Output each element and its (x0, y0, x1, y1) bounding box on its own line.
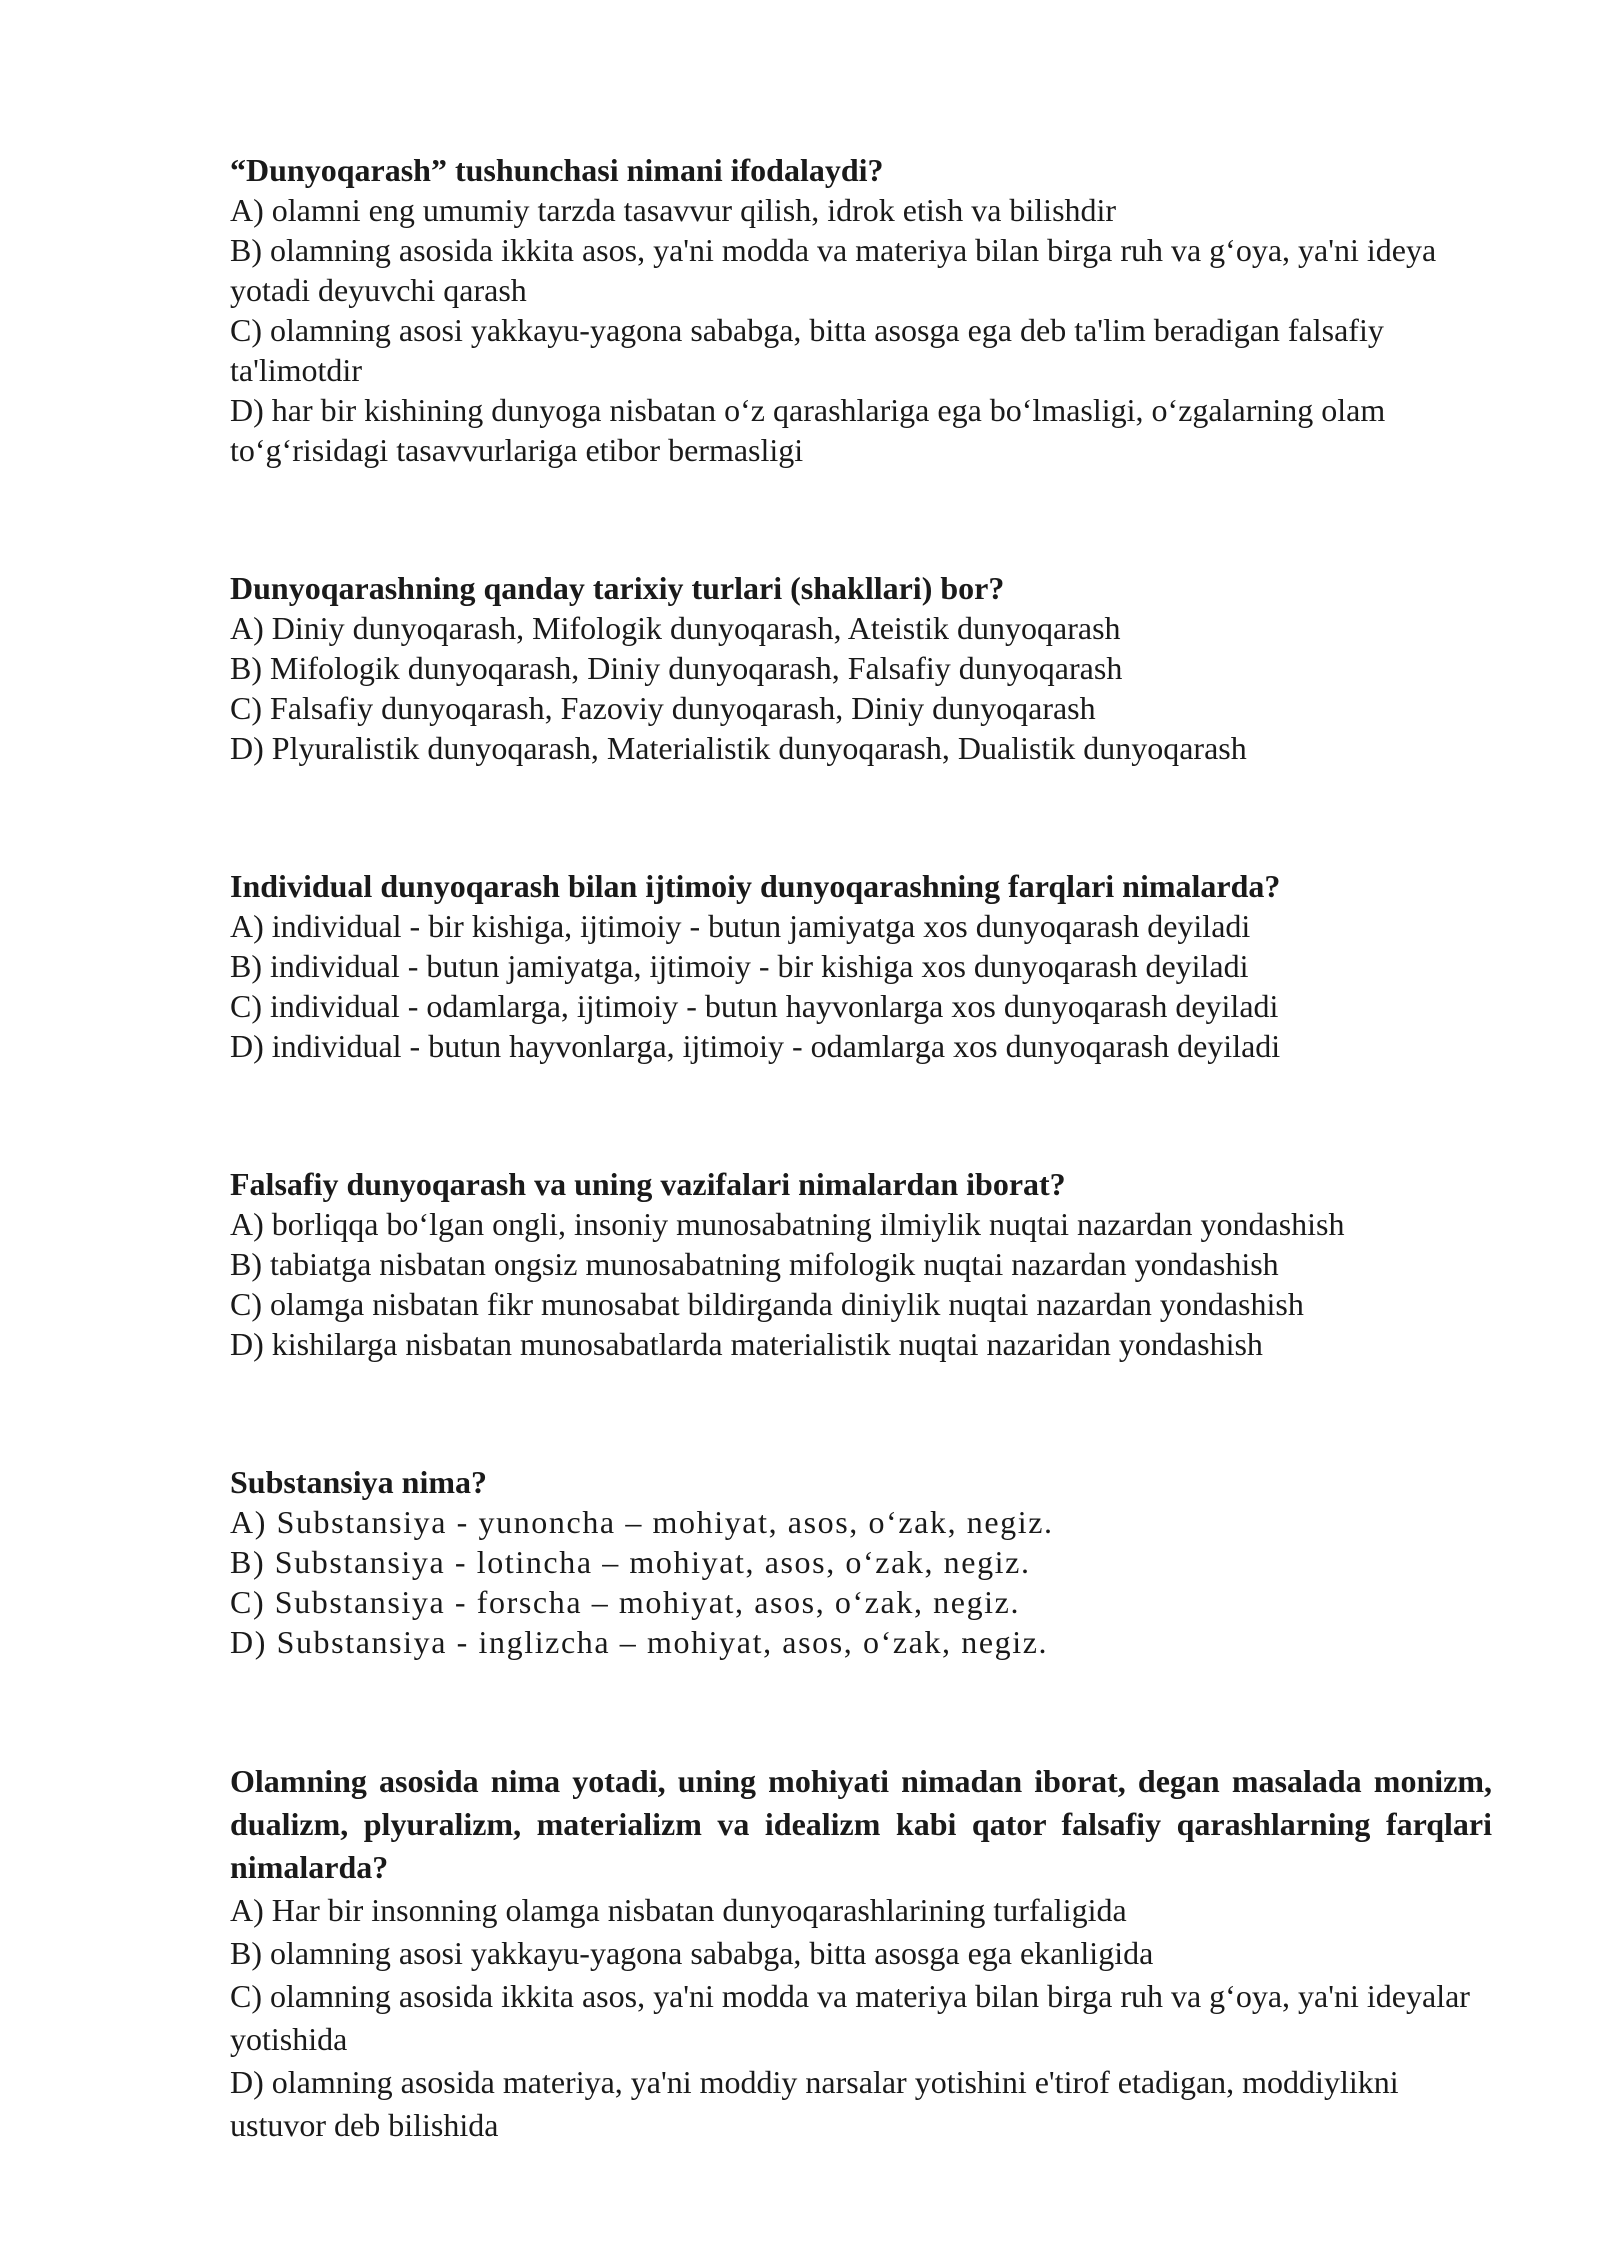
question-4 (230, 1164, 1492, 1364)
answer-option-b: B) tabiatga nisbatan ongsiz munosabatning mifologik nuqtai nazardan yondashish (230, 1246, 1279, 1282)
answer-option-d: D) Substansiya - inglizcha – mohiyat, asos, o‘zak, negiz. (230, 1624, 1049, 1660)
question-5 (230, 1462, 1492, 1662)
answer-option-d: D) individual - butun hayvonlarga, ijtimoiy - odamlarga xos dunyoqarash deyiladi (230, 1028, 1281, 1064)
question-title: “Dunyoqarash” tushunchasi nimani ifodalaydi? (230, 152, 884, 188)
answer-option-d: D) Plyuralistik dunyoqarash, Materialistik dunyoqarash, Dualistik dunyoqarash (230, 730, 1247, 766)
question-title: Falsafiy dunyoqarash va uning vazifalari nimalardan iborat? (230, 1166, 1066, 1202)
answer-option-a: A) borliqqa bo‘lgan ongli, insoniy munosabatning ilmiylik nuqtai nazardan yondashish (230, 1206, 1345, 1242)
answer-option-a: A) Substansiya - yunoncha – mohiyat, asos, o‘zak, negiz. (230, 1504, 1054, 1540)
answer-option-d: D) olamning asosida materiya, ya'ni moddiy narsalar yotishini e'tirof etadigan, moddiylikni ustuvor deb bilishida (230, 2064, 1399, 2143)
question-6 (230, 1760, 1492, 2147)
answer-option-c: C) olamning asosi yakkayu-yagona sababga, bitta asosga ega deb ta'lim beradigan falsafiy ta'limotdir (230, 312, 1384, 388)
answer-option-d: D) har bir kishining dunyoga nisbatan o‘z qarashlariga ega bo‘lmasligi, o‘zgalarning olam to‘g‘risidagi tasavvurlariga etibor bermasligi (230, 392, 1386, 468)
answer-option-c: C) individual - odamlarga, ijtimoiy - butun hayvonlarga xos dunyoqarash deyiladi (230, 988, 1279, 1024)
answer-option-b: B) olamning asosida ikkita asos, ya'ni modda va materiya bilan birga ruh va g‘oya, ya'ni ideya yotadi deyuvchi qarash (230, 232, 1437, 308)
answer-option-a: A) olamni eng umumiy tarzda tasavvur qilish, idrok etish va bilishdir (230, 192, 1117, 228)
answer-option-c: C) Falsafiy dunyoqarash, Fazoviy dunyoqarash, Diniy dunyoqarash (230, 690, 1096, 726)
question-3 (230, 866, 1492, 1066)
answer-option-c: C) olamning asosida ikkita asos, ya'ni modda va materiya bilan birga ruh va g‘oya, ya'ni ideyalar yotishida (230, 1978, 1470, 2057)
answer-option-b: B) olamning asosi yakkayu-yagona sababga, bitta asosga ega ekanligida (230, 1935, 1154, 1971)
answer-option-d: D) kishilarga nisbatan munosabatlarda materialistik nuqtai nazaridan yondashish (230, 1326, 1263, 1362)
question-2 (230, 568, 1492, 768)
answer-option-b: B) Mifologik dunyoqarash, Diniy dunyoqarash, Falsafiy dunyoqarash (230, 650, 1123, 686)
question-title: Individual dunyoqarash bilan ijtimoiy dunyoqarashning farqlari nimalarda? (230, 868, 1281, 904)
answer-option-b: B) Substansiya - lotincha – mohiyat, asos, o‘zak, negiz. (230, 1544, 1031, 1580)
answer-option-b: B) individual - butun jamiyatga, ijtimoiy - bir kishiga xos dunyoqarash deyiladi (230, 948, 1249, 984)
answer-option-c: C) olamga nisbatan fikr munosabat bildirganda diniylik nuqtai nazardan yondashish (230, 1286, 1304, 1322)
question-1 (230, 150, 1492, 470)
answer-option-c: C) Substansiya - forscha – mohiyat, asos, o‘zak, negiz. (230, 1584, 1021, 1620)
question-title: Substansiya nima? (230, 1464, 487, 1500)
question-title: Olamning asosida nima yotadi, uning mohiyati nimadan iborat, degan masalada monizm, dualizm, plyuralizm, materializm va idealizm kabi qator falsafiy qarashlarning farqlari nimalarda? (230, 1763, 1492, 1885)
answer-option-a: A) Har bir insonning olamga nisbatan dunyoqarashlarining turfaligida (230, 1892, 1127, 1928)
question-title: Dunyoqarashning qanday tarixiy turlari (shakllari) bor? (230, 570, 1005, 606)
answer-option-a: A) Diniy dunyoqarash, Mifologik dunyoqarash, Ateistik dunyoqarash (230, 610, 1121, 646)
answer-option-a: A) individual - bir kishiga, ijtimoiy - butun jamiyatga xos dunyoqarash deyiladi (230, 908, 1251, 944)
document-page (230, 150, 1492, 2245)
